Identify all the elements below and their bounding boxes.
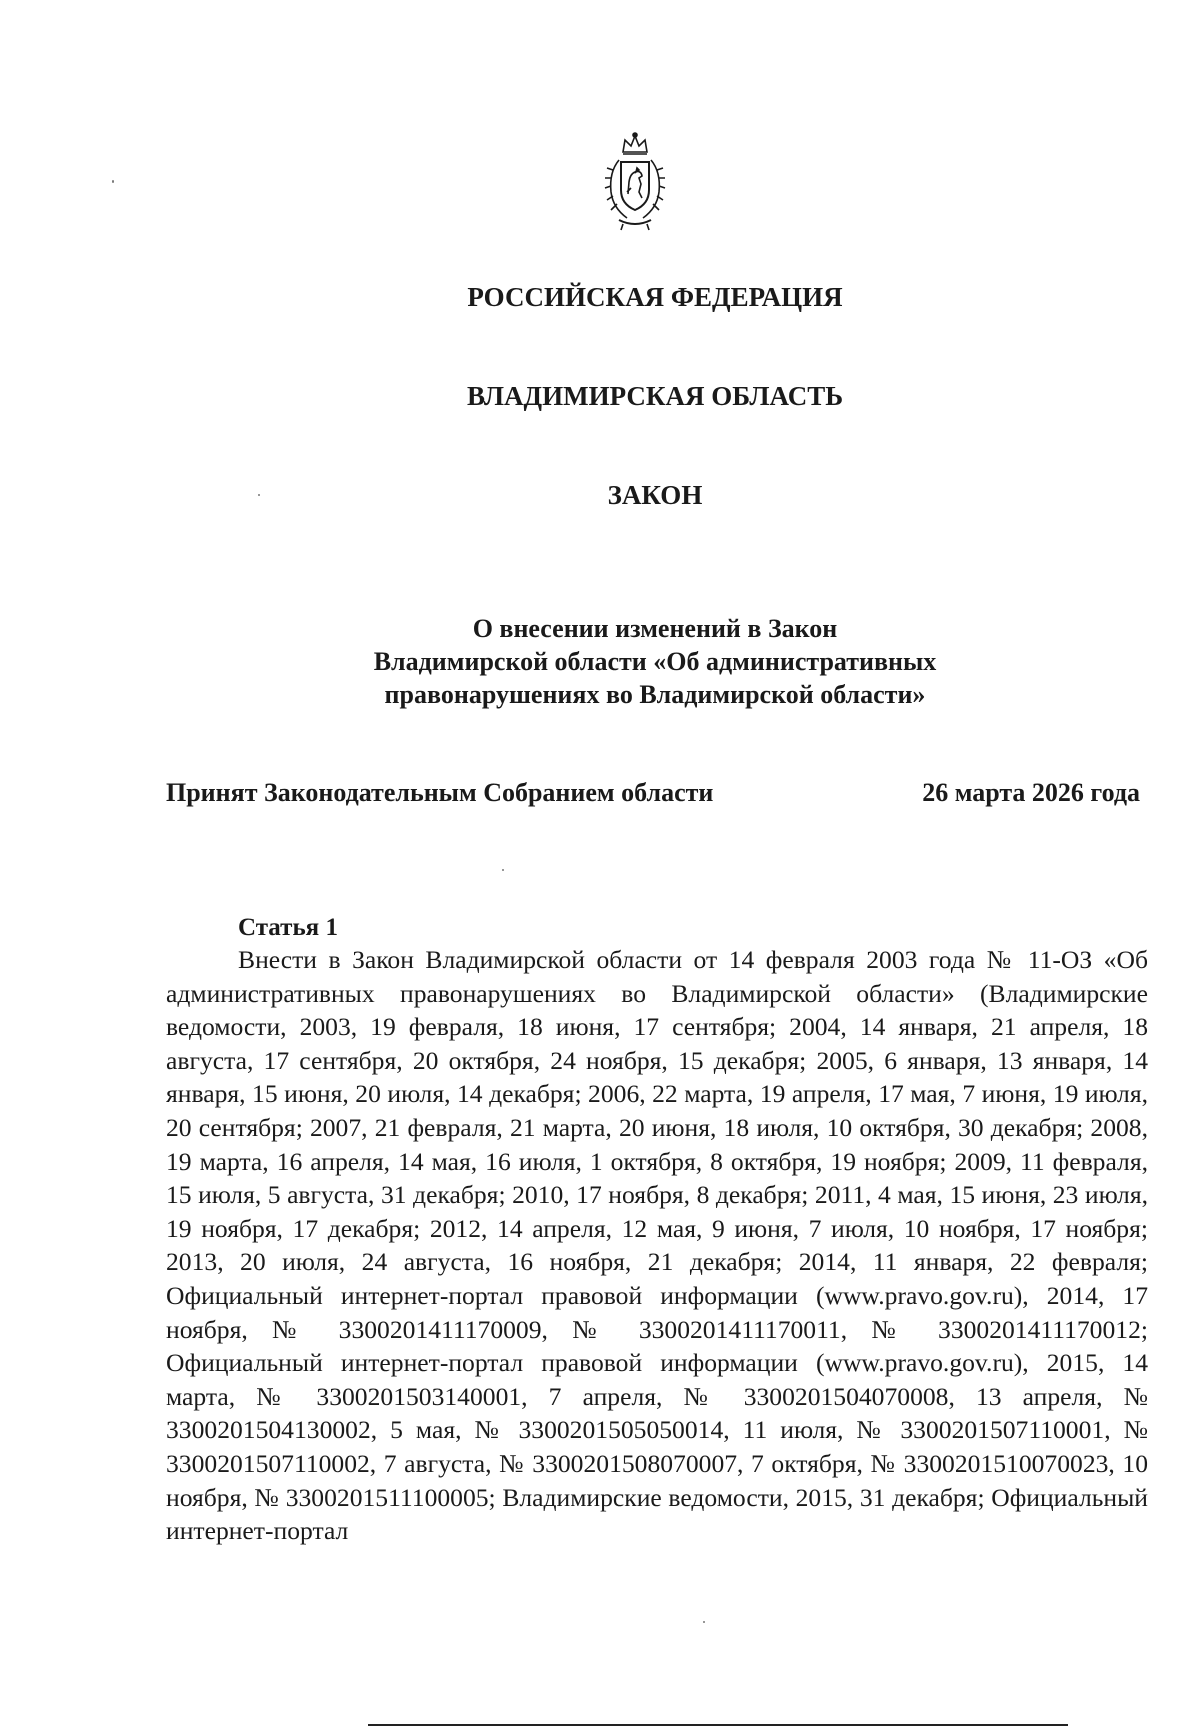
- article-heading: Статья 1: [238, 914, 338, 941]
- scan-speck: [112, 180, 114, 183]
- adoption-date: 26 марта 2026 года: [922, 778, 1140, 807]
- country-heading: РОССИЙСКАЯ ФЕДЕРАЦИЯ: [467, 282, 843, 312]
- adopted-by-label: Принят Законодательным Собранием области: [166, 778, 714, 807]
- document-type-heading: ЗАКОН: [607, 480, 703, 510]
- law-title-line: О внесении изменений в Закон: [472, 614, 838, 643]
- scan-speck: [258, 494, 260, 496]
- coat-of-arms-icon: [601, 132, 669, 232]
- law-title-line: правонарушениях во Владимирской области»: [384, 680, 926, 709]
- bottom-edge-line: [368, 1724, 1068, 1726]
- region-heading: ВЛАДИМИРСКАЯ ОБЛАСТЬ: [466, 381, 844, 411]
- article-body: Внести в Закон Владимирской области от 14 февраля 2003 года № 11-ОЗ «Об административных правонарушениях во Владимирской области» (Владимирские ведомости, 2003, 19 февраля, 18 июня, 17 сентября; 2004, 14 января, 21 апреля, 18 августа, 17 сентября, 20 октября, 24 ноября, 15 декабря; 2005, 6 января, 13 января, 14 января, 15 июня, 20 июля, 14 декабря; 2006, 22 марта, 19 апреля, 17 мая, 7 июня, 19 июля, 20 сентября; 2007, 21 февраля, 21 марта, 20 июня, 18 июля, 10 октября, 30 декабря; 2008, 19 марта, 16 апреля, 14 мая, 16 июля, 1 октября, 8 октября, 19 ноября; 2009, 11 февраля, 15 июля, 5 августа, 31 декабря; 2010, 17 ноября, 8 декабря; 2011, 4 мая, 15 июня, 23 июля, 19 ноября, 17 декабря; 2012, 14 апреля, 12 мая, 9 июня, 7 июля, 10 ноября, 17 ноября; 2013, 20 июля, 24 августа, 16 ноября, 21 декабря; 2014, 11 января, 22 февраля; Официальный интернет-портал правовой информации (www.pravo.gov.ru), 2014, 17 ноября, № 3300201411170009, № 3300201411170011, № 3300201411170012; Официальный интернет-портал правовой информации (www.pravo.gov.ru), 2015, 14 марта, № 3300201503140001, 7 апреля, № 3300201504070008, 13 апреля, № 3300201504130002, 5 мая, № 3300201505050014, 11 июля, № 3300201507110001, № 3300201507110002, 7 августа, № 3300201508070007, 7 октября, № 3300201510070023, 10 ноября, № 3300201511100005; Владимирские ведомости, 2015, 31 декабря; Официальный интернет-портал: [166, 945, 1148, 1546]
- scan-speck: [703, 1621, 705, 1623]
- law-title-line: Владимирской области «Об административных: [373, 647, 937, 676]
- law-title: [0, 612, 1200, 711]
- scan-speck: [502, 869, 504, 871]
